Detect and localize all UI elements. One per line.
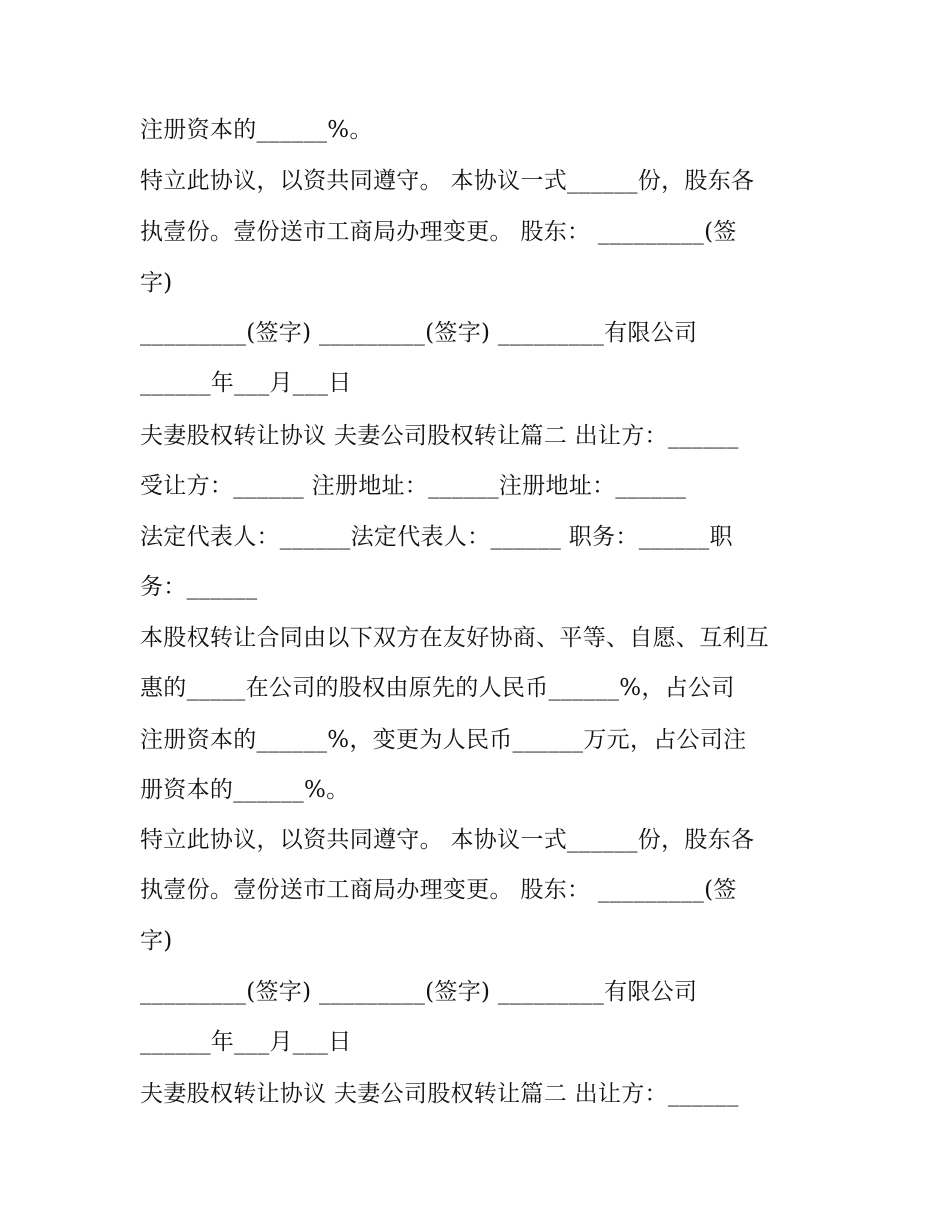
text-line: 务：______ [140, 574, 258, 600]
section-heading-line: 夫妻股权转让协议 夫妻公司股权转让篇二 出让方：______ [140, 1081, 739, 1107]
text-line: 注册资本的______%，变更为人民币______万元，占公司注 [140, 727, 747, 753]
date-line: ______年___月___日 [140, 370, 352, 396]
section-heading-line: 夫妻股权转让协议 夫妻公司股权转让篇二 出让方：______ [140, 423, 739, 449]
text-line: 本股权转让合同由以下双方在友好协商、平等、自愿、互利互 [140, 625, 770, 651]
signature-line: _________(签字) _________(签字) _________有限公司 [140, 979, 698, 1005]
text-line: 特立此协议，以资共同遵守。 本协议一式______份，股东各 [140, 827, 755, 853]
text-line: 受让方：______ 注册地址：______注册地址：______ [140, 473, 687, 499]
text-line: 注册资本的______%。 [140, 117, 373, 143]
text-line: 执壹份。壹份送市工商局办理变更。 股东： _________(签 [140, 877, 737, 903]
text-line: 字) [140, 270, 173, 296]
text-line: 字) [140, 928, 173, 954]
signature-line: _________(签字) _________(签字) _________有限公司 [140, 320, 698, 346]
text-line: 惠的_____在公司的股权由原先的人民币______%，占公司 [140, 675, 735, 701]
text-line: 法定代表人：______法定代表人：______ 职务：______职 [140, 524, 733, 550]
text-line: 执壹份。壹份送市工商局办理变更。 股东： _________(签 [140, 219, 737, 245]
text-line: 特立此协议，以资共同遵守。 本协议一式______份，股东各 [140, 168, 755, 194]
text-line: 册资本的______%。 [140, 777, 350, 803]
date-line: ______年___月___日 [140, 1029, 352, 1055]
